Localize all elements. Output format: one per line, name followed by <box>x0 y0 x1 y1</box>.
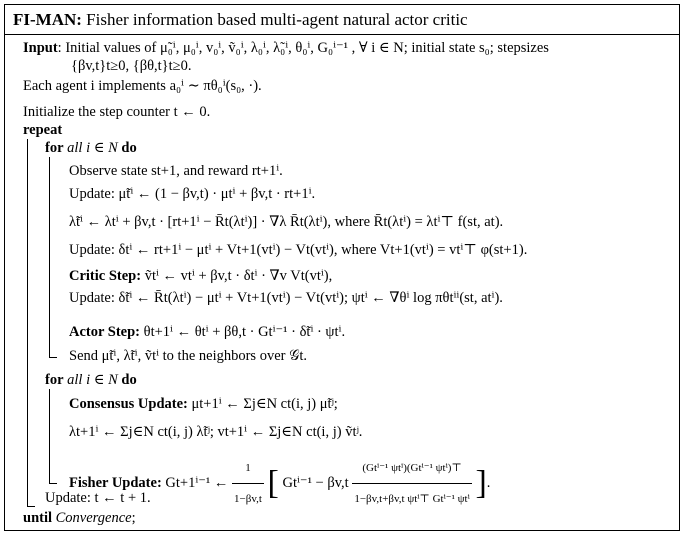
fisher-inner-denominator: 1−βv,t+βv,t ψtⁱ⊤ Gtⁱ⁻¹ ψtⁱ <box>354 493 470 505</box>
right-bracket: ] <box>475 464 487 502</box>
fisher-coef-denominator: 1−βv,t <box>234 493 262 505</box>
algorithm-title: Fisher information based multi-agent natural actor critic <box>86 10 468 29</box>
algorithm-title-bar <box>5 5 679 35</box>
for1-keyword: for <box>45 140 64 156</box>
for2-block-end <box>49 483 57 484</box>
fisher-update-line: Fisher Update: Gt+1ⁱ⁻¹ ← $\frac{1}{1-\beta v,t}$ [ Gtⁱ⁻¹ − βv,t $\frac{\text{(Gtⁱ⁻¹ ψtⁱ)(Gtⁱ⁻¹ ψtⁱ)⊤}}{\text{1−βv,t+βv,t ψtⁱ⊤ Gtⁱ⁻¹ ψtⁱ}}$ ]. <box>69 453 490 514</box>
critic-keyword: Critic Step: <box>69 268 142 284</box>
fisher-inner-left: Gtⁱ⁻¹ − βv,t <box>282 474 349 491</box>
critic-step-line <box>69 267 332 285</box>
update-delta-tilde-line: Update: δ̃tⁱ ← R̄t(λtⁱ) − μtⁱ + Vt+1(vtⁱ) − Vt(vtⁱ); ψtⁱ ← ∇θⁱ log πθtⁱⁱ(st, atⁱ). <box>69 290 503 306</box>
repeat-keyword: repeat <box>23 122 63 138</box>
update-mu-line: Update: μ̃tⁱ ← (1 − βv,t) · μtⁱ + βv,t · rt+1ⁱ. <box>69 186 316 202</box>
for2-keyword: for <box>45 372 64 388</box>
fisher-lhs: Gt+1ⁱ⁻¹ ← <box>165 474 229 491</box>
update-t-line: Update: t ← t + 1. <box>45 490 151 506</box>
algorithm-name: FI-MAN: <box>13 10 82 29</box>
each-agent-line: Each agent i implements a₀ⁱ ∼ πθ₀ⁱ(s₀, ·). <box>23 78 262 94</box>
algorithm-box <box>4 4 680 531</box>
for1-do-keyword: do <box>121 140 137 156</box>
for1-condition: all i ∈ N <box>67 140 118 156</box>
consensus-expression-1: μt+1ⁱ ← Σj∈N ct(i, j) μ̃tʲ; <box>191 396 338 412</box>
actor-step-line <box>69 323 345 341</box>
until-line <box>23 509 136 527</box>
fisher-coefficient <box>232 453 264 514</box>
until-keyword: until <box>23 510 53 526</box>
for1-block-end <box>49 357 57 358</box>
consensus-line-1 <box>69 395 338 413</box>
send-line: Send μ̃tⁱ, λ̃tⁱ, ṽtⁱ to the neighbors over 𝒢t. <box>69 348 308 364</box>
fisher-coef-numerator: 1 <box>232 453 264 484</box>
fisher-inner-numerator: (Gtⁱ⁻¹ ψtⁱ)(Gtⁱ⁻¹ ψtⁱ)⊤ <box>352 453 472 484</box>
left-bracket: [ <box>267 464 279 502</box>
consensus-keyword: Consensus Update: <box>69 396 188 412</box>
for-loop-1-header <box>45 139 137 157</box>
update-delta-line: Update: δtⁱ ← rt+1ⁱ − μtⁱ + Vt+1(vtⁱ) − Vt(vtⁱ), where Vt+1(vtⁱ) = vtⁱ⊤ φ(st+1). <box>69 242 528 258</box>
for-loop-2-header <box>45 371 137 389</box>
fisher-keyword: Fisher Update: <box>69 474 162 491</box>
init-counter-line: Initialize the step counter t ← 0. <box>23 104 211 120</box>
observe-line: Observe state st+1, and reward rt+1ⁱ. <box>69 163 283 179</box>
input-line-1 <box>23 39 549 57</box>
critic-expression: ṽtⁱ ← vtⁱ + βv,t · δtⁱ · ∇v Vt(vtⁱ), <box>144 268 333 284</box>
lambda-update-line: λ̃tⁱ ← λtⁱ + βv,t · [rt+1ⁱ − R̄t(λtⁱ)] · ∇λ R̄t(λtⁱ), where R̄t(λtⁱ) = λtⁱ⊤ f(st, at). <box>69 214 504 230</box>
until-condition: Convergence <box>55 510 132 526</box>
for1-block-bar <box>49 157 50 358</box>
input-line-2: {βv,t}t≥0, {βθ,t}t≥0. <box>71 58 192 74</box>
for2-do-keyword: do <box>121 372 137 388</box>
actor-expression: θt+1ⁱ ← θtⁱ + βθ,t · Gtⁱ⁻¹ · δ̃tⁱ · ψtⁱ. <box>143 324 346 340</box>
actor-keyword: Actor Step: <box>69 324 141 340</box>
until-end: ; <box>131 510 136 526</box>
input-keyword: Input <box>23 40 58 56</box>
input-text-1: : Initial values of μ̃₀ⁱ, μ₀ⁱ, v₀ⁱ, ṽ₀ⁱ, λ₀ⁱ, λ̃₀ⁱ, θ₀ⁱ, G₀ⁱ⁻¹ , ∀ i ∈ N; initial state s₀; stepsizes <box>57 40 549 56</box>
for2-condition: all i ∈ N <box>67 372 118 388</box>
repeat-block-end <box>27 506 35 507</box>
repeat-block-bar <box>27 139 28 507</box>
fisher-inner-fraction <box>352 453 472 514</box>
for2-block-bar <box>49 389 50 484</box>
consensus-line-2: λt+1ⁱ ← Σj∈N ct(i, j) λ̃tʲ; vt+1ⁱ ← Σj∈N ct(i, j) ṽtʲ. <box>69 424 363 440</box>
